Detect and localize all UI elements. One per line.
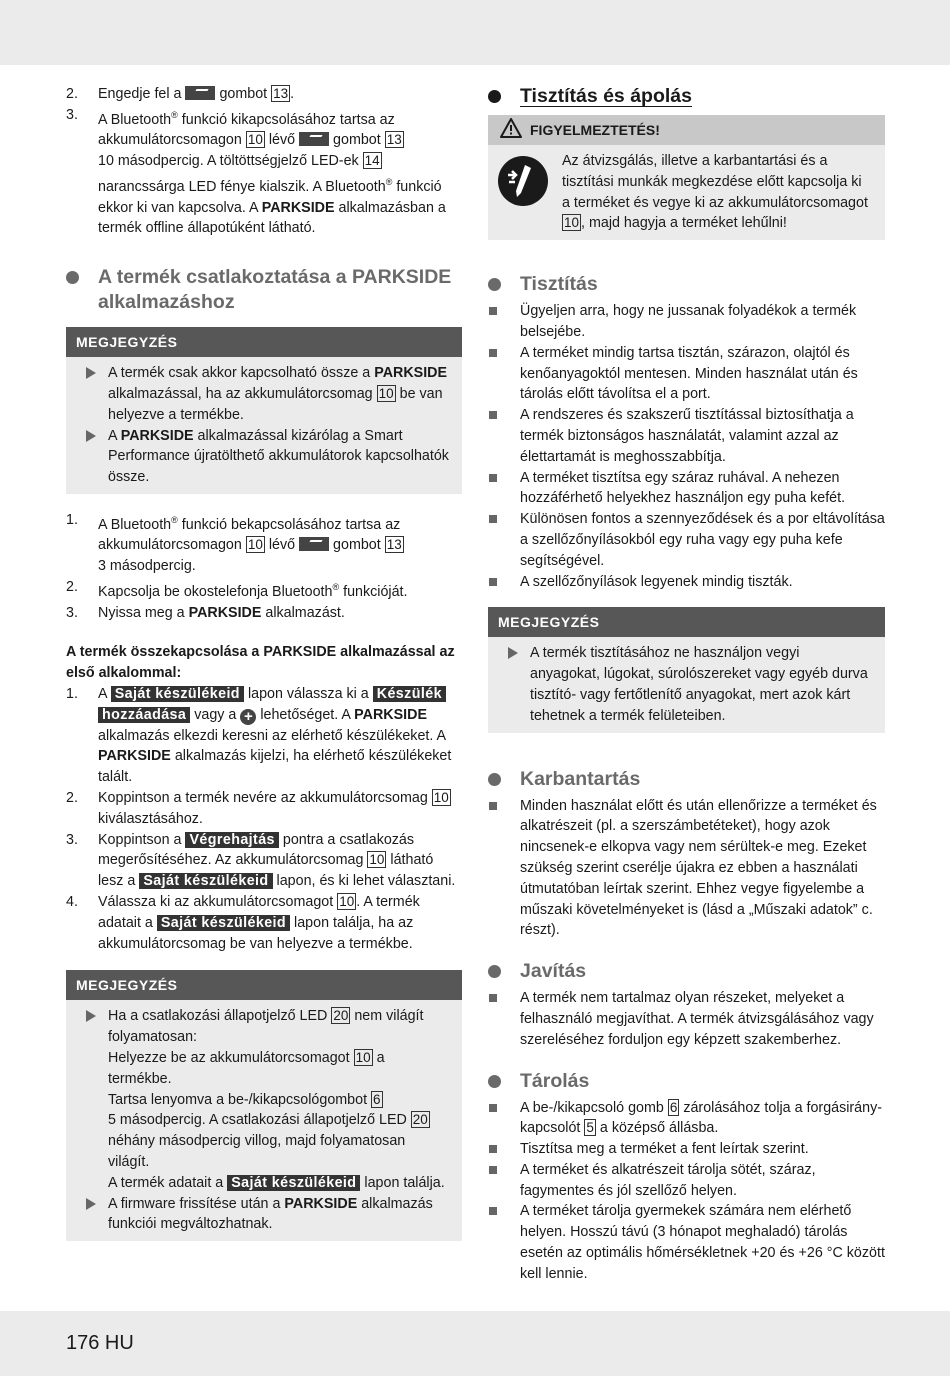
arrow-icon — [86, 1010, 96, 1022]
square-bullet-icon — [489, 515, 497, 523]
bullet-dot-icon — [488, 965, 501, 978]
list-item: A terméket mindig tartsa tisztán, szárazon, olajtól és kenőanyagoktól mentesen. Minden használat után és tárolás előtt távolítsa el a port. — [488, 343, 885, 405]
ui-label: Készülék — [373, 686, 446, 702]
list-item: Tisztítsa meg a terméket a fent leírtak szerint. — [488, 1139, 885, 1160]
list-item: 1. A Bluetooth® funkció bekapcsolásához tartsa az akkumulátorcsomagon 10 lévő gombot 13 3 másodpercig. — [66, 511, 402, 575]
warning-box — [488, 115, 885, 240]
pairing-steps — [66, 684, 462, 954]
section-heading-repair: Javítás — [488, 959, 885, 984]
light-button-icon — [299, 132, 329, 146]
repair-list — [488, 988, 885, 1050]
ref-number: 10 — [369, 852, 385, 868]
square-bullet-icon — [489, 307, 497, 315]
ref-number: 13 — [386, 537, 402, 553]
list-item: A rendszeres és szakszerű tisztítással biztosíthatja a termék biztonságos használatát, valamint azzal az élettartamát is meghosszabbítja. — [488, 405, 885, 467]
ref-number: 10 — [247, 537, 263, 553]
ui-label: hozzáadása — [98, 707, 190, 723]
ref-number: 10 — [247, 132, 263, 148]
list-item: A terméket és alkatrészeit tárolja sötét, száraz, fagymentes és jól szellőző helyen. — [488, 1160, 885, 1202]
ref-number: 10 — [378, 385, 394, 401]
maintenance-list — [488, 796, 885, 942]
intro-steps — [66, 84, 462, 239]
note-header: MEGJEGYZÉS — [488, 607, 885, 637]
section-heading-care: Tisztítás és ápolás — [488, 84, 885, 109]
list-item: A terméket tárolja gyermekek számára nem elérhető helyen. Hosszú távú (3 hónapot meghaladó) tárolás esetén az optimális hőmérsékletnek +20 és +26 °C között kell lennie. — [488, 1201, 885, 1284]
warning-body: Az átvizsgálás, illetve a karbantartási és a tisztítási munkák megkezdése előtt kapcsolja ki a terméket és vegye ki az akkumulátorcsomagot 10 , majd hagyja a terméket lehűlni! — [488, 145, 885, 240]
list-item: 2. Engedje fel a gombot 13 . — [66, 86, 295, 102]
list-item: Minden használat előtt és után ellenőrizze a terméket és alkatrészeit (pl. a szerszámbetéteket), hogy azok nincsenek-e elkopva vagy nem sérültek-e meg. Ezeket szükség szerint cserélje újakra ez ebben a használati útmutatóban leírtak szerint. Ehhez vegye figyelembe a műszaki követelményeket is (lásd a „Műszaki adatok” c. részt). — [488, 796, 885, 942]
light-button-icon — [185, 86, 215, 100]
plus-icon: + — [240, 709, 256, 725]
note-box — [488, 607, 885, 732]
bottom-band — [0, 1311, 950, 1376]
list-item: 2. Kapcsolja be okostelefonja Bluetooth® funkcióját. — [66, 579, 408, 600]
ref-number: 13 — [386, 132, 402, 148]
bullet-dot-icon — [488, 90, 501, 103]
square-bullet-icon — [489, 349, 497, 357]
list-item: A be-/kikapcsoló gomb 6 zárolásához tolja a forgásirány-kapcsolót 5 a középső állásba. — [488, 1098, 885, 1140]
ui-label: Saját készülékeid — [139, 873, 272, 889]
list-item: A termék csak akkor kapcsolható össze a PARKSIDE alkalmazással, ha az akkumulátorcsomag 10 be van helyezve a termékbe. — [76, 363, 450, 425]
square-bullet-icon — [489, 474, 497, 482]
list-item: 3. Nyissa meg a PARKSIDE alkalmazást. — [66, 604, 345, 621]
ref-number: 20 — [333, 1008, 349, 1024]
square-bullet-icon — [489, 994, 497, 1002]
ui-label: Saját készülékeid — [227, 1175, 360, 1191]
bluetooth-steps — [66, 510, 462, 624]
arrow-icon — [86, 430, 96, 442]
arrow-icon — [86, 1198, 96, 1210]
arrow-icon — [86, 367, 96, 379]
note-box — [66, 970, 462, 1241]
bullet-dot-icon — [488, 1075, 501, 1088]
bullet-dot-icon — [66, 271, 79, 284]
ref-number: 6 — [373, 1091, 381, 1107]
list-item: A termék tisztításához ne használjon vegyi anyagokat, lúgokat, súrolószereket vagy egyéb durva tisztító- vagy fertőtlenítő anyagokat, mert azok kárt tehetnek a termék felületeiben. — [498, 643, 873, 726]
ui-label: Saját készülékeid — [111, 686, 244, 702]
square-bullet-icon — [489, 1166, 497, 1174]
square-bullet-icon — [489, 1207, 497, 1215]
list-item: A terméket tisztítsa egy száraz ruhával. A nehezen hozzáférhető helyekhez használjon egy puha kefét. — [488, 468, 885, 510]
ref-number: 20 — [412, 1112, 428, 1128]
ref-number: 10 — [433, 789, 449, 805]
square-bullet-icon — [489, 578, 497, 586]
right-column — [488, 84, 885, 1285]
square-bullet-icon — [489, 1104, 497, 1112]
list-item: A firmware frissítése után a PARKSIDE alkalmazás funkciói megváltozhatnak. — [76, 1194, 450, 1236]
bullet-dot-icon — [488, 278, 501, 291]
note-header: MEGJEGYZÉS — [66, 327, 462, 357]
ui-label: Végrehajtás — [185, 832, 278, 848]
ref-number: 10 — [355, 1049, 371, 1065]
list-item: A PARKSIDE alkalmazással kizárólag a Smart Performance újratölthető akkumulátorok kapcsolhatók össze. — [76, 426, 450, 488]
square-bullet-icon — [489, 411, 497, 419]
section-heading-connect: A termék csatlakoztatása a PARKSIDE alkalmazáshoz — [66, 265, 462, 315]
square-bullet-icon — [489, 1145, 497, 1153]
section-heading-cleaning: Tisztítás — [488, 272, 885, 297]
arrow-icon — [508, 647, 518, 659]
ref-number: 14 — [364, 153, 380, 169]
section-heading-maintenance: Karbantartás — [488, 767, 885, 792]
warning-triangle-icon — [500, 118, 522, 138]
ref-number: 10 — [564, 215, 580, 231]
page-number: 176 HU — [66, 1332, 134, 1354]
list-item: 3. Koppintson a Végrehajtás pontra a csatlakozás megerősítéséhez. Az akkumulátorcsomag 10 látható lesz a Saját készülékeid lapon, és ki lehet választani. — [66, 831, 456, 890]
note-header: MEGJEGYZÉS — [66, 970, 462, 1000]
ui-label: Saját készülékeid — [157, 915, 290, 931]
ref-number: 5 — [586, 1120, 594, 1136]
ref-number: 6 — [669, 1099, 678, 1115]
cleaning-list — [488, 301, 885, 592]
light-button-icon — [299, 537, 329, 551]
left-column — [66, 84, 462, 1241]
subheading: A termék összekapcsolása a PARKSIDE alkalmazással az első alkalommal: — [66, 644, 455, 682]
list-item: Különösen fontos a szennyeződések és a por eltávolítása a szellőzőnyílásokból egy ruha vagy egy puha kefe segítségével. — [488, 509, 885, 571]
list-item: 3. A Bluetooth® funkció kikapcsolásához tartsa az akkumulátorcsomagon 10 lévő gombot 13 10 másodpercig. A töltöttségjelző LED-ek 14 narancssárga LED fénye kialszik. A Bluetooth® funkció ekkor ki van kapcsolva. A PARKSIDE alkalmazásban a termék offline állapotúként látható. — [66, 106, 446, 237]
top-band — [0, 0, 950, 65]
ref-number: 10 — [339, 893, 355, 909]
list-item: Ha a csatlakozási állapotjelző LED 20 nem világít folyamatosan: Helyezze be az akkumulátorcsomagot 10 a termékbe. Tartsa lenyomva a be-/kikapcsológombot 6 5 másodpercig. A csatlakozási állapotjelző LED 20 néhány másodpercig villog, majd folyamatosan világít. A termék adatait a Saját készülékeid lapon találja. — [76, 1006, 450, 1193]
storage-list — [488, 1098, 885, 1285]
list-item: 1. A Saját készülékeid lapon válassza ki a Készülék hozzáadása vagy a + lehetőséget. A PARKSIDE alkalmazás elkezdi keresni az elérhető készülékeket. A PARKSIDE alkalmazás kijelzi, ha elérhető készülékeket talált. — [66, 686, 452, 786]
list-item: Ügyeljen arra, hogy ne jussanak folyadékok a termék belsejébe. — [488, 301, 885, 343]
ref-number: 13 — [273, 86, 289, 101]
list-item: 2. Koppintson a termék nevére az akkumulátorcsomag 10 kiválasztásához. — [66, 789, 449, 827]
bullet-dot-icon — [488, 773, 501, 786]
list-item: 4. Válassza ki az akkumulátorcsomagot 10 . A termék adatait a Saját készülékeid lapon találja, ha az akkumulátorcsomag be van helyezve a termékbe. — [66, 893, 420, 952]
unplug-instruction-icon — [497, 155, 549, 207]
note-box — [66, 327, 462, 494]
section-heading-storage: Tárolás — [488, 1069, 885, 1094]
warning-header: FIGYELMEZTETÉS! — [488, 115, 885, 145]
list-item: A termék nem tartalmaz olyan részeket, melyeket a felhasználó megjavíthat. A termék átvizsgálásához vagy szereléséhez forduljon egy képzett szakemberhez. — [488, 988, 885, 1050]
list-item: A szellőzőnyílások legyenek mindig tiszták. — [488, 572, 885, 593]
square-bullet-icon — [489, 802, 497, 810]
